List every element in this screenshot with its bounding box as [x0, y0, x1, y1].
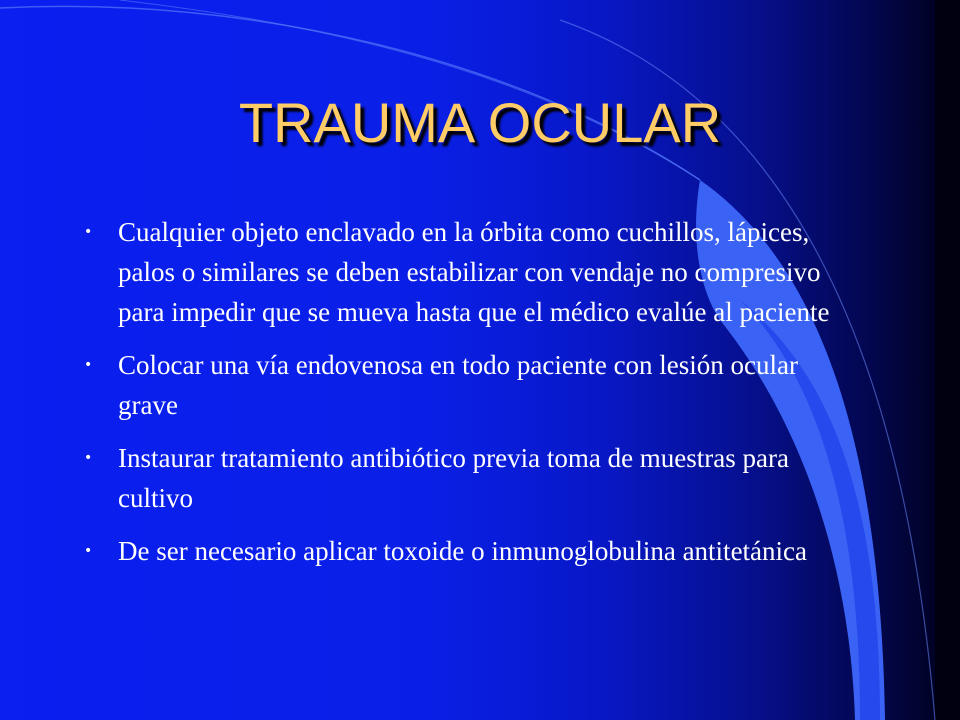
- bullet-list: [80, 212, 860, 584]
- bullet-dot-icon: •: [84, 357, 93, 373]
- bullet-text: Instaurar tratamiento antibiótico previa toma de muestras para cultivo: [118, 443, 789, 513]
- slide-title: TRAUMA OCULAR: [238, 91, 722, 154]
- list-item: [80, 438, 860, 518]
- list-item: [80, 212, 860, 332]
- bullet-text: Cualquier objeto enclavado en la órbita como cuchillos, lápices, palos o similares se deben estabilizar con vendaje no compresivo para impedir que se mueva hasta que el médico evalúe al paciente: [118, 217, 830, 327]
- list-item: [80, 345, 860, 425]
- bullet-dot-icon: •: [84, 450, 93, 466]
- bullet-dot-icon: •: [84, 224, 93, 240]
- bullet-dot-icon: •: [84, 543, 93, 559]
- bullet-text: De ser necesario aplicar toxoide o inmunoglobulina antitetánica: [118, 536, 808, 566]
- bullet-text: Colocar una vía endovenosa en todo paciente con lesión ocular grave: [118, 350, 799, 420]
- list-item: [80, 531, 860, 571]
